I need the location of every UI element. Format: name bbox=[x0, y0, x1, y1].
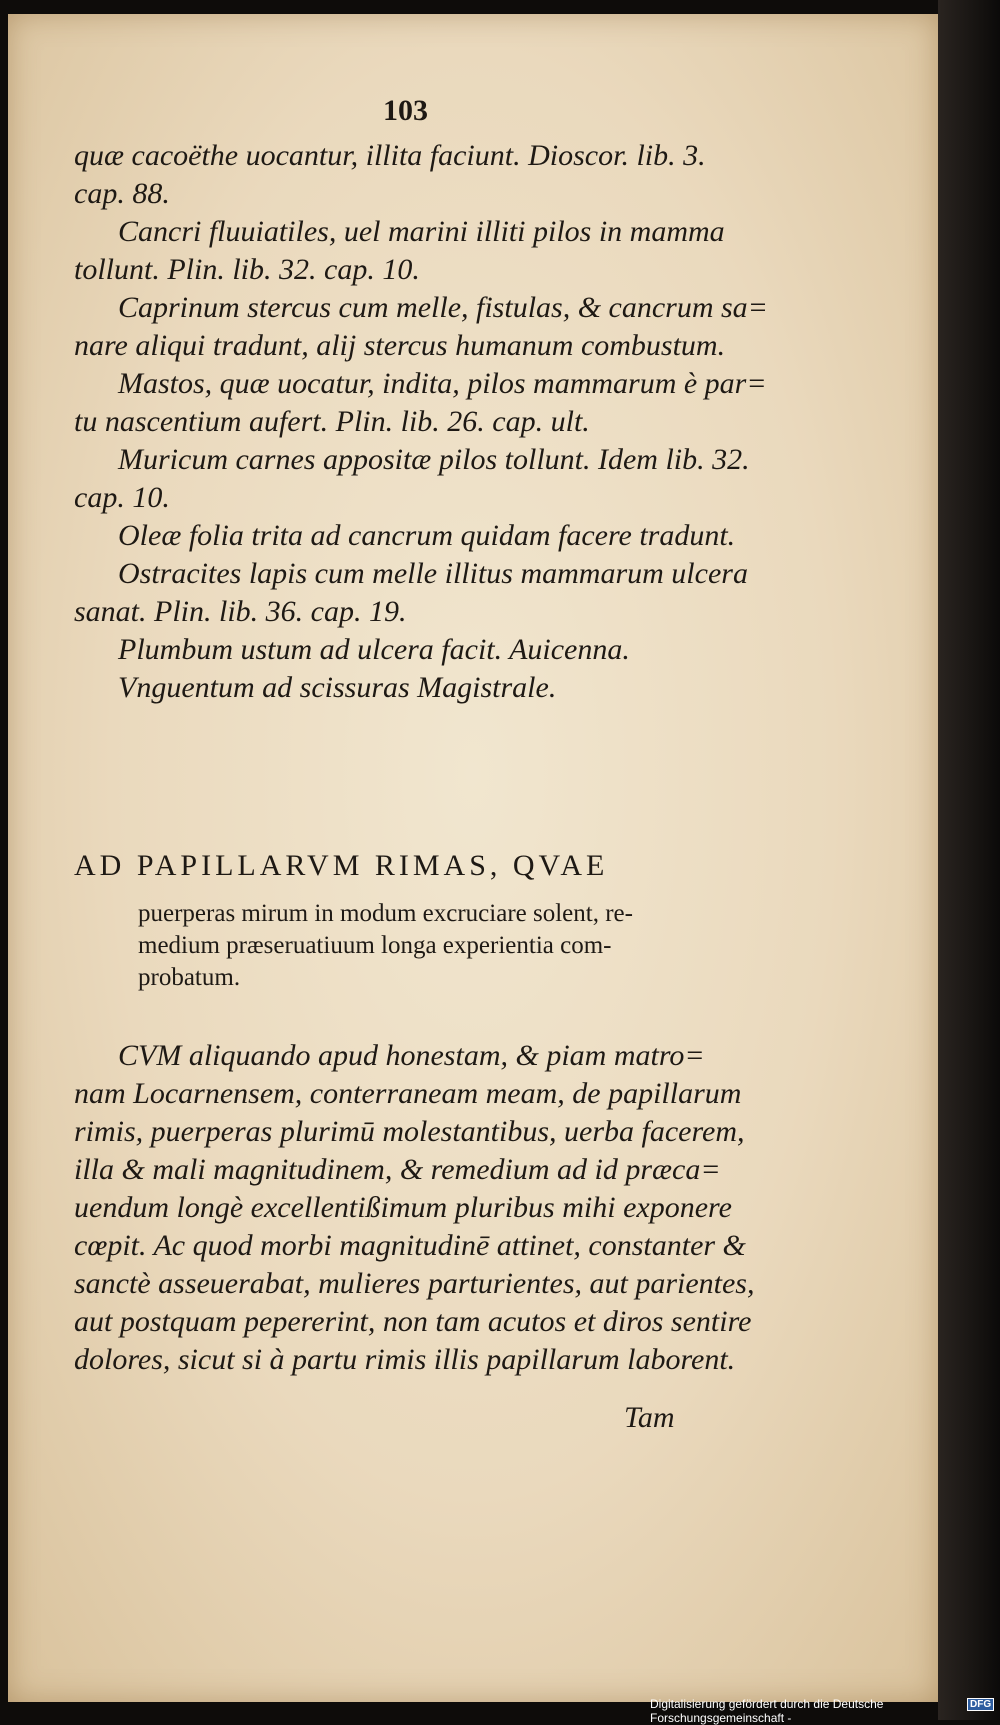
dfg-logo: DFG bbox=[967, 1698, 994, 1711]
body-line: cœpit. Ac quod morbi magnitudinē attinet, constanter & bbox=[74, 1229, 746, 1262]
text-line: sanat. Plin. lib. 36. cap. 19. bbox=[74, 595, 407, 628]
catchword: Tam bbox=[624, 1401, 675, 1434]
text-line: cap. 88. bbox=[74, 177, 170, 210]
text-line: Cancri fluuiatiles, uel marini illiti pilos in mamma bbox=[118, 215, 725, 248]
body-line: sanctè asseuerabat, mulieres parturientes, aut parientes, bbox=[74, 1267, 755, 1300]
subheading-line: probatum. bbox=[138, 964, 241, 991]
text-line: Caprinum stercus cum melle, fistulas, & cancrum sa= bbox=[118, 291, 768, 324]
text-line: Muricum carnes appositæ pilos tollunt. Idem lib. 32. bbox=[118, 443, 750, 476]
text-line: quæ cacoëthe uocantur, illita faciunt. Dioscor. lib. 3. bbox=[74, 139, 706, 172]
funding-note: Digitalisierung gefördert durch die Deutsche Forschungsgemeinschaft - bbox=[650, 1697, 884, 1725]
book-gutter bbox=[938, 0, 1000, 1720]
body-line: dolores, sicut si à partu rimis illis papillarum laborent. bbox=[74, 1343, 736, 1376]
text-line: nare aliqui tradunt, alij stercus humanum combustum. bbox=[74, 329, 726, 362]
body-line: rimis, puerperas plurimū molestantibus, uerba facerem, bbox=[74, 1115, 745, 1148]
subheading-line: medium præseruatiuum longa experientia com- bbox=[138, 932, 612, 959]
text-line: Plumbum ustum ad ulcera facit. Auicenna. bbox=[118, 633, 630, 666]
text-line: Vnguentum ad scissuras Magistrale. bbox=[118, 671, 557, 704]
body-line: uendum longè excellentißimum pluribus mihi exponere bbox=[74, 1191, 732, 1224]
body-line: nam Locarnensem, conterraneam meam, de papillarum bbox=[74, 1077, 742, 1110]
text-line: Mastos, quæ uocatur, indita, pilos mammarum è par= bbox=[118, 367, 767, 400]
section-heading: AD PAPILLARVM RIMAS, QVAE bbox=[74, 849, 609, 882]
subheading-line: puerperas mirum in modum excruciare solent, re- bbox=[138, 900, 633, 927]
text-line: tollunt. Plin. lib. 32. cap. 10. bbox=[74, 253, 420, 286]
text-line: Ostracites lapis cum melle illitus mammarum ulcera bbox=[118, 557, 748, 590]
text-line: Oleæ folia trita ad cancrum quidam facere tradunt. bbox=[118, 519, 736, 552]
body-line: CVM aliquando apud honestam, & piam matro= bbox=[118, 1039, 705, 1072]
book-page bbox=[8, 14, 938, 1702]
body-line: illa & mali magnitudinem, & remedium ad id præca= bbox=[74, 1153, 721, 1186]
text-line: cap. 10. bbox=[74, 481, 170, 514]
page-number: 103 bbox=[383, 94, 428, 127]
body-line: aut postquam pepererint, non tam acutos et diros sentire bbox=[74, 1305, 752, 1338]
text-line: tu nascentium aufert. Plin. lib. 26. cap. ult. bbox=[74, 405, 590, 438]
